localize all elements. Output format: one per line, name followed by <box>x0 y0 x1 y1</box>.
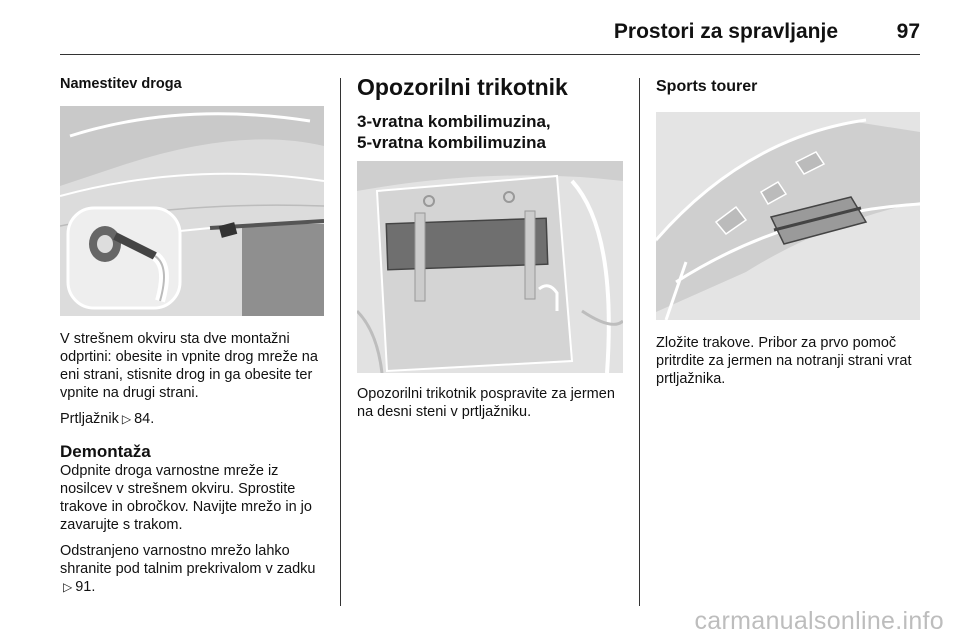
illustration-rod-mounting <box>60 106 324 316</box>
subheading-body-types: 3-vratna kombilimuzina, 5-vratna kombilimuzina <box>357 112 551 152</box>
section-heading-removal: Demontaža <box>60 442 151 461</box>
paragraph-removal: Odpnite droga varnostne mreže iz nosilcev v strešnem okviru. Sprostite trakove in obročkov. Navijte mrežo in jo zavarujte s trakom. <box>60 463 312 533</box>
page-number: 97 <box>896 20 920 43</box>
illustration-first-aid-kit-tailgate <box>656 112 920 320</box>
reference-arrow-icon: ▷ <box>121 412 132 426</box>
column-divider <box>639 78 640 606</box>
reference-arrow-icon: ▷ <box>63 580 73 594</box>
illustration-warning-triangle-storage <box>357 161 623 373</box>
page-header <box>60 14 920 55</box>
paragraph-first-aid-kit: Zložite trakove. Pribor za prvo pomoč pritrdite za jermen na notranji strani vrat prtljažnika. <box>656 335 912 387</box>
paragraph-storage: Odstranjeno varnostno mrežo lahko shranite pod talnim prekrivalom v zadku▷ 91. <box>60 543 316 595</box>
column-right <box>656 64 920 396</box>
paragraph-reference-luggage: Prtljažnik ▷ 84. <box>60 411 155 427</box>
watermark: carmanualsonline.info <box>694 607 944 635</box>
paragraph-install: V strešnem okviru sta dve montažni odprtini: obesite in vpnite drog mreže na eni strani, stisnite drog in ga obesite ter vpnite na drugi strani. <box>60 331 318 401</box>
page-title: Prostori za spravljanje <box>613 20 838 43</box>
section-heading-warning-triangle: Opozorilni trikotnik <box>357 74 568 100</box>
section-heading-sports-tourer: Sports tourer <box>656 78 758 95</box>
section-heading-install-rod: Namestitev droga <box>60 76 182 92</box>
column-middle <box>357 64 623 429</box>
column-divider <box>340 78 341 606</box>
paragraph-warning-triangle: Opozorilni trikotnik pospravite za jermen na desni steni v prtljažniku. <box>357 386 615 420</box>
column-left <box>60 64 324 604</box>
